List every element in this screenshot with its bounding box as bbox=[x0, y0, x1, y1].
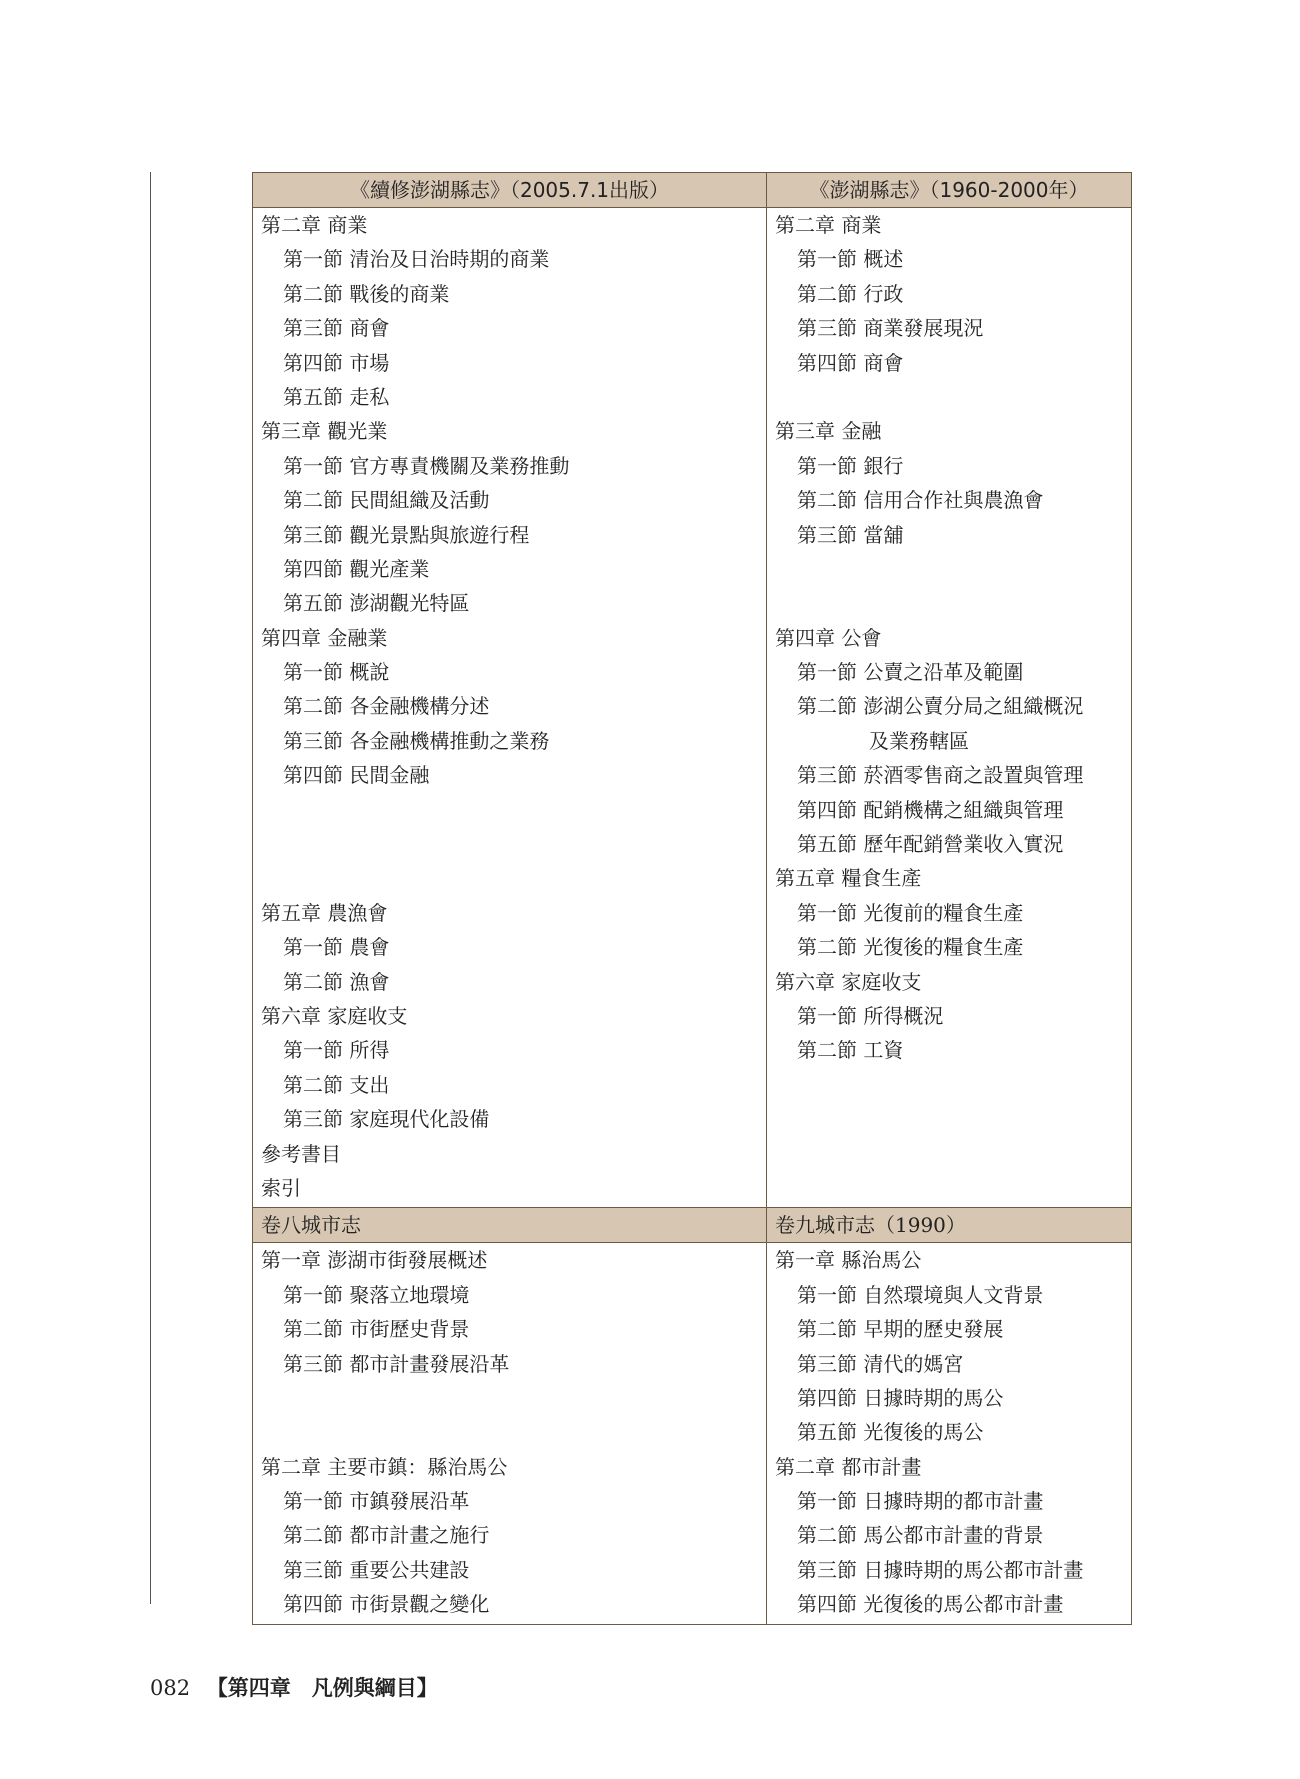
chapter-entry: 第六章 家庭收支 bbox=[261, 1003, 408, 1028]
section-entry: 第三節 家庭現代化設備 bbox=[283, 1107, 490, 1132]
section-entry: 第二節 各金融機構分述 bbox=[283, 694, 490, 719]
section-entry: 第二節 馬公都市計畫的背景 bbox=[797, 1523, 1044, 1548]
table-header-row bbox=[253, 173, 1132, 208]
section-entry: 第二節 光復後的糧食生產 bbox=[797, 935, 1024, 960]
page-footer bbox=[150, 1672, 438, 1702]
blank-line bbox=[775, 586, 1127, 620]
blank-line bbox=[261, 861, 762, 895]
section-entry: 第五節 歷年配銷營業收入實況 bbox=[797, 832, 1064, 857]
section-entry: 第三節 商會 bbox=[283, 316, 390, 341]
chapter-entry: 第五章 糧食生產 bbox=[775, 866, 922, 891]
section-entry: 第五節 光復後的馬公 bbox=[797, 1420, 984, 1445]
section-entry: 第二節 民間組織及活動 bbox=[283, 488, 490, 513]
chapter-entry: 第一章 澎湖市街發展概述 bbox=[261, 1248, 488, 1273]
chapter-entry: 第三章 觀光業 bbox=[261, 419, 388, 444]
running-chapter-title: 【第四章 凡例與綱目】 bbox=[206, 1675, 438, 1700]
chapter-entry: 第二章 商業 bbox=[775, 213, 882, 237]
blank-line bbox=[261, 1381, 762, 1415]
chapter-entry: 第二章 都市計畫 bbox=[775, 1454, 922, 1479]
section-entry: 第三節 日據時期的馬公都市計畫 bbox=[797, 1557, 1084, 1582]
section-entry: 第一節 光復前的糧食生產 bbox=[797, 900, 1024, 925]
comparison-table bbox=[252, 172, 1132, 1625]
section-entry: 第四節 民間金融 bbox=[283, 763, 430, 788]
section-entry: 第一節 銀行 bbox=[797, 453, 904, 478]
header-cell-right: 卷九城市志（1990） bbox=[767, 1208, 1132, 1243]
section-entry: 第一節 所得 bbox=[283, 1038, 390, 1063]
section-entry: 第一節 農會 bbox=[283, 935, 390, 960]
section-entry: 第三節 都市計畫發展沿革 bbox=[283, 1351, 510, 1376]
toc-column-left bbox=[253, 208, 767, 1208]
toc-column-left bbox=[253, 1243, 767, 1624]
chapter-entry: 第一章 縣治馬公 bbox=[775, 1248, 922, 1273]
blank-line bbox=[261, 827, 762, 861]
section-entry: 第三節 各金融機構推動之業務 bbox=[283, 728, 550, 753]
toc-column-right bbox=[767, 1243, 1132, 1624]
section-entry: 第一節 清治及日治時期的商業 bbox=[283, 247, 550, 272]
section-entry: 第一節 概述 bbox=[797, 247, 904, 272]
section-entry: 第一節 日據時期的都市計畫 bbox=[797, 1489, 1044, 1514]
section-entry: 第一節 官方專責機關及業務推動 bbox=[283, 453, 570, 478]
section-entry: 第四節 市場 bbox=[283, 350, 390, 375]
chapter-entry: 第三章 金融 bbox=[775, 419, 882, 444]
section-entry: 第三節 當舖 bbox=[797, 522, 904, 547]
section-entry: 第四節 商會 bbox=[797, 350, 904, 375]
chapter-entry: 索引 bbox=[261, 1175, 301, 1200]
section-entry: 第三節 重要公共建設 bbox=[283, 1557, 470, 1582]
section-entry: 第二節 早期的歷史發展 bbox=[797, 1317, 1004, 1342]
section-entry: 第三節 商業發展現況 bbox=[797, 316, 984, 341]
section-entry: 第三節 菸酒零售商之設置與管理 bbox=[797, 763, 1084, 788]
section-entry: 第五節 澎湖觀光特區 bbox=[283, 591, 470, 616]
section-entry: 第三節 觀光景點與旅遊行程 bbox=[283, 522, 530, 547]
header-cell-left: 卷八城市志 bbox=[253, 1208, 767, 1243]
chapter-entry: 第五章 農漁會 bbox=[261, 900, 388, 925]
section-entry: 及業務轄區 bbox=[869, 728, 969, 753]
blank-line bbox=[261, 1415, 762, 1449]
section-entry: 第二節 信用合作社與農漁會 bbox=[797, 488, 1044, 513]
section-entry: 第二節 工資 bbox=[797, 1038, 904, 1063]
header-cell-left: 《續修澎湖縣志》（2005.7.1出版） bbox=[253, 173, 767, 208]
section-entry: 第一節 市鎮發展沿革 bbox=[283, 1489, 470, 1514]
table-body-row bbox=[253, 1243, 1132, 1624]
table-header-row bbox=[253, 1208, 1132, 1243]
section-entry: 第二節 市街歷史背景 bbox=[283, 1317, 470, 1342]
section-entry: 第二節 戰後的商業 bbox=[283, 281, 450, 306]
section-entry: 第二節 漁會 bbox=[283, 969, 390, 994]
section-entry: 第一節 自然環境與人文背景 bbox=[797, 1282, 1044, 1307]
section-entry: 第四節 日據時期的馬公 bbox=[797, 1385, 1004, 1410]
section-entry: 第一節 聚落立地環境 bbox=[283, 1282, 470, 1307]
section-entry: 第一節 公賣之沿革及範圍 bbox=[797, 660, 1024, 685]
margin-rule bbox=[150, 172, 151, 1604]
section-entry: 第二節 行政 bbox=[797, 281, 904, 306]
section-entry: 第一節 概說 bbox=[283, 660, 390, 685]
section-entry: 第二節 澎湖公賣分局之組織概況 bbox=[797, 694, 1084, 719]
chapter-entry: 參考書目 bbox=[261, 1141, 341, 1166]
section-entry: 第四節 市街景觀之變化 bbox=[283, 1592, 490, 1617]
chapter-entry: 第二章 主要市鎮：縣治馬公 bbox=[261, 1454, 508, 1479]
section-entry: 第五節 走私 bbox=[283, 384, 390, 409]
header-cell-right: 《澎湖縣志》（1960-2000年） bbox=[767, 173, 1132, 208]
toc-column-right bbox=[767, 208, 1132, 1208]
chapter-entry: 第四章 金融業 bbox=[261, 625, 388, 650]
section-entry: 第一節 所得概況 bbox=[797, 1003, 944, 1028]
section-entry: 第三節 清代的媽宮 bbox=[797, 1351, 964, 1376]
section-entry: 第四節 光復後的馬公都市計畫 bbox=[797, 1592, 1064, 1617]
section-entry: 第二節 支出 bbox=[283, 1072, 390, 1097]
blank-line bbox=[775, 552, 1127, 586]
blank-line bbox=[261, 793, 762, 827]
chapter-entry: 第六章 家庭收支 bbox=[775, 969, 922, 994]
table-body-row bbox=[253, 208, 1132, 1208]
page-number: 082 bbox=[150, 1676, 191, 1700]
section-entry: 第二節 都市計畫之施行 bbox=[283, 1523, 490, 1548]
blank-line bbox=[775, 380, 1127, 414]
chapter-entry: 第二章 商業 bbox=[261, 213, 368, 237]
section-entry: 第四節 配銷機構之組織與管理 bbox=[797, 797, 1064, 822]
section-entry: 第四節 觀光產業 bbox=[283, 556, 430, 581]
chapter-entry: 第四章 公會 bbox=[775, 625, 882, 650]
